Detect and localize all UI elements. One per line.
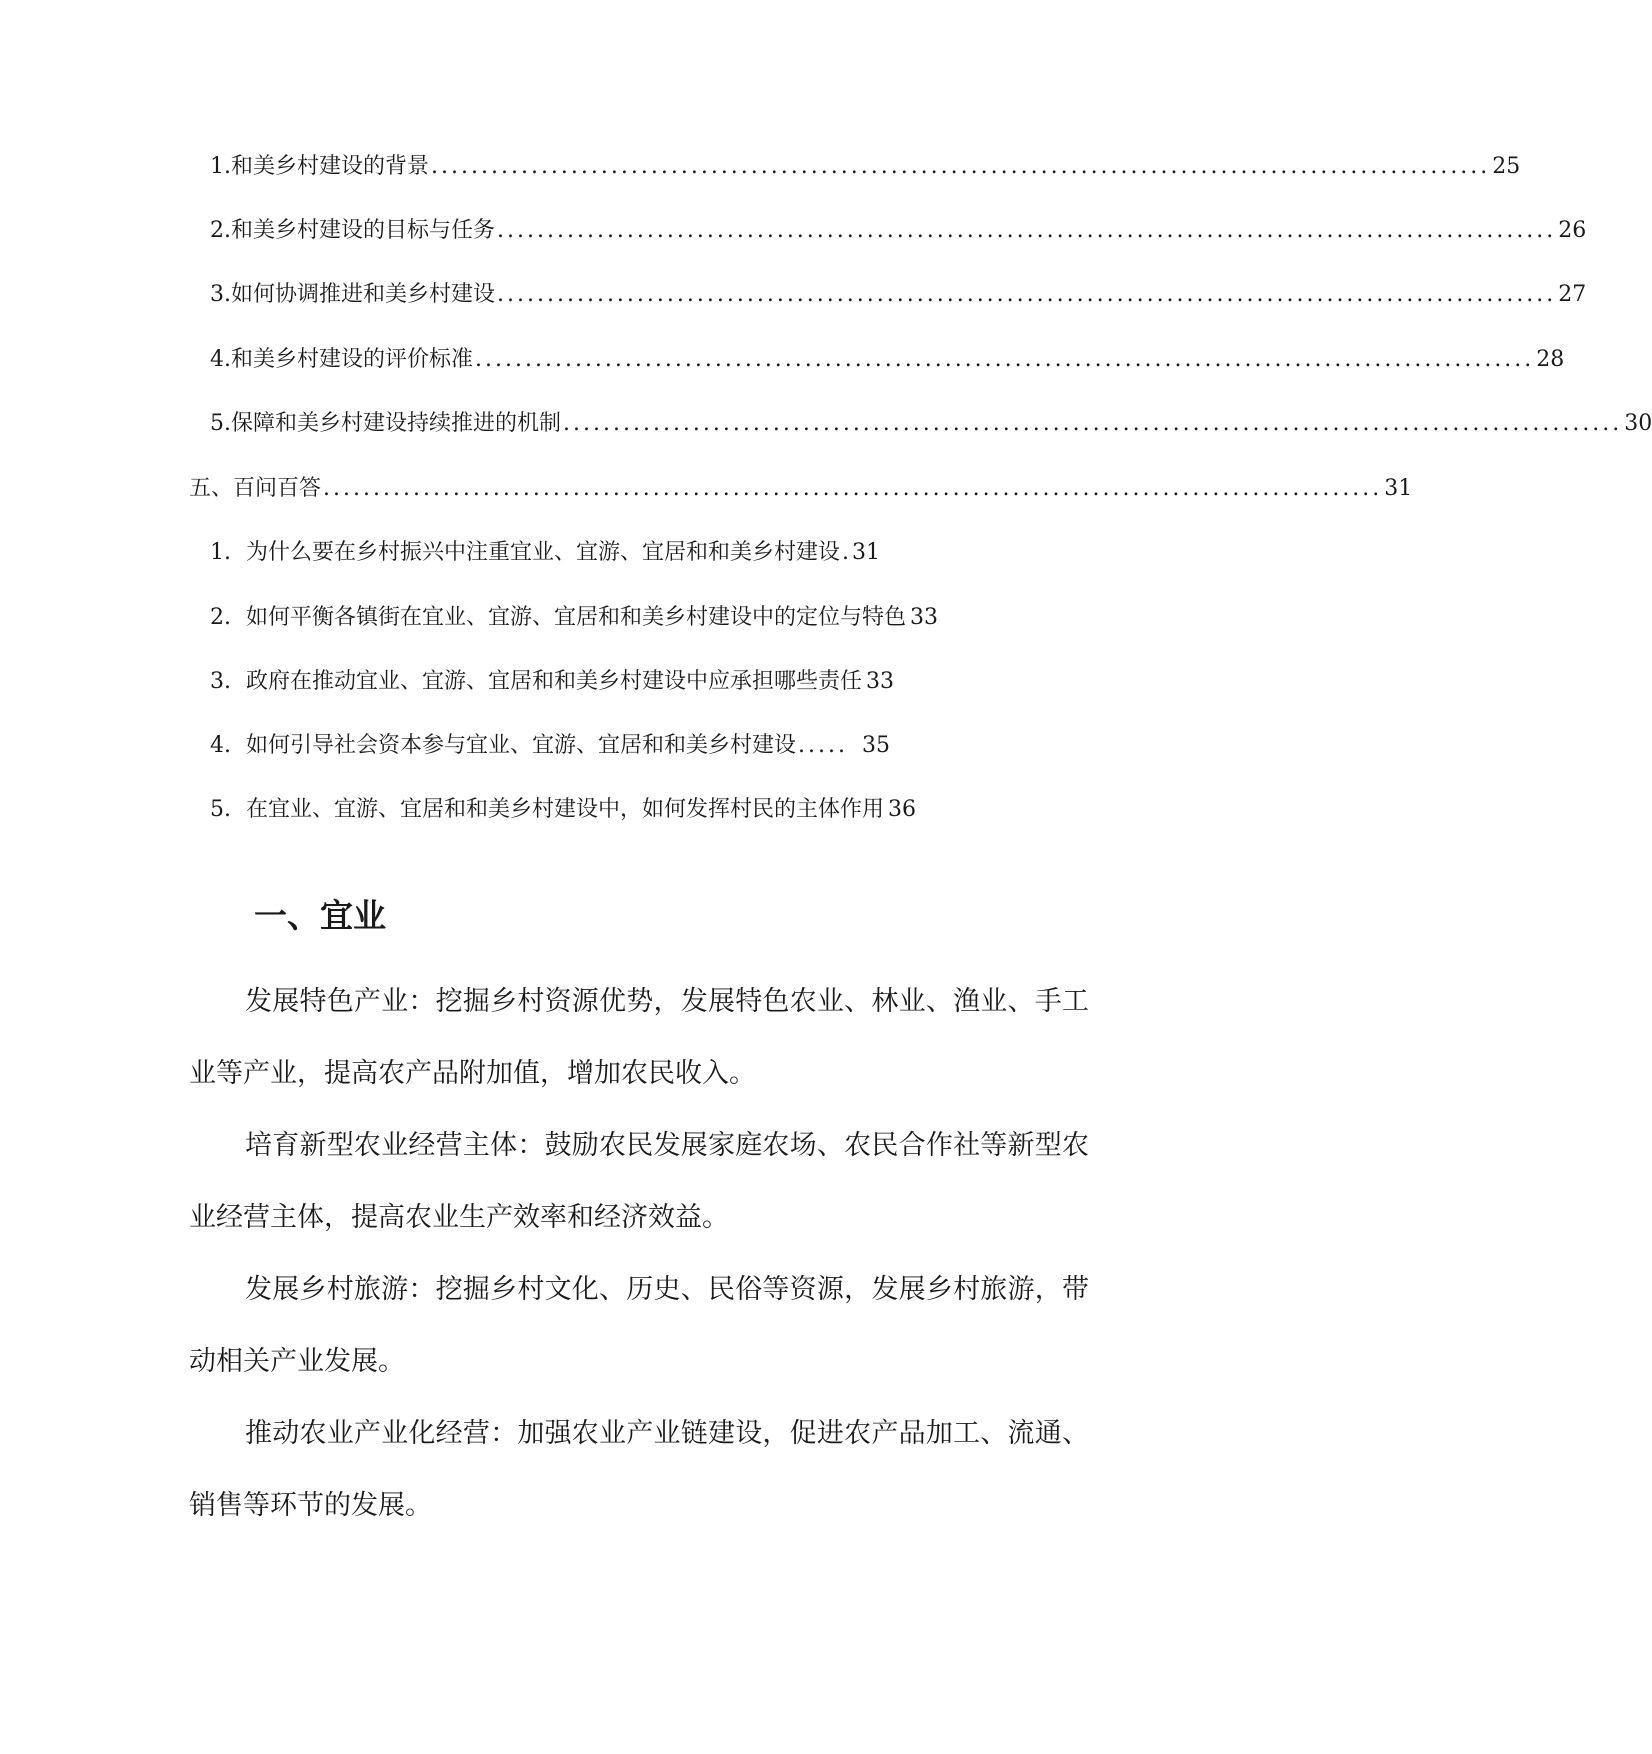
- toc-entry-title: 和美乡村建设的背景: [231, 154, 430, 179]
- toc-entry[interactable]: [210, 667, 940, 697]
- toc-entry-title: 如何平衡各镇街在宜业、宜游、宜居和和美乡村建设中的定位与特色: [246, 605, 907, 630]
- toc-leader-dots: .....: [798, 733, 848, 758]
- toc-entry-page: 26: [1558, 218, 1587, 243]
- toc-leader-dots: ..........................................................................................................: [431, 154, 1491, 179]
- toc-leader-dots: ..........................................................................................................: [475, 347, 1535, 372]
- toc-entry[interactable]: [210, 345, 1565, 375]
- toc-entry-page: 33: [866, 669, 895, 694]
- toc-entry-page: 35: [862, 733, 891, 758]
- toc-entry-page: 30: [1624, 411, 1652, 436]
- body-paragraph: 发展特色产业：挖掘乡村资源优势，发展特色农业、林业、渔业、手工业等产业，提高农产品附加值，增加农民收入。: [189, 986, 1089, 1089]
- toc-entry-page: 31: [852, 540, 881, 565]
- body-paragraph: 推动农业产业化经营：加强农业产业链建设，促进农产品加工、流通、销售等环节的发展。: [189, 1418, 1089, 1521]
- toc-leader-dots: ..........................................................................................................: [497, 282, 1557, 307]
- toc-entry-page: 31: [1384, 476, 1413, 501]
- toc-entry-page: 36: [888, 797, 917, 822]
- toc-entry-page: 33: [910, 605, 939, 630]
- toc-entry-page: 28: [1536, 347, 1565, 372]
- toc-entry-number: 4.: [210, 733, 231, 758]
- toc-entry[interactable]: [210, 280, 1587, 310]
- toc-entry-number: 5.: [210, 797, 231, 822]
- toc-entry-title: 保障和美乡村建设持续推进的机制: [231, 411, 562, 436]
- toc-entry-number: 3.: [210, 669, 231, 694]
- toc-entry-title: 为什么要在乡村振兴中注重宜业、宜游、宜居和和美乡村建设: [246, 540, 841, 565]
- toc-entry[interactable]: [210, 409, 1652, 439]
- toc-entry-title: 五、百问百答: [189, 476, 322, 501]
- toc-leader-dots: ..........................................................................................................: [497, 218, 1557, 243]
- toc-leader-dots: .: [842, 540, 853, 565]
- body-paragraph: 发展乡村旅游：挖掘乡村文化、历史、民俗等资源，发展乡村旅游，带动相关产业发展。: [189, 1274, 1089, 1377]
- toc-entry-number: 1.: [210, 154, 231, 179]
- toc-entry[interactable]: [210, 603, 940, 633]
- toc-chapter-entry[interactable]: [189, 474, 1413, 504]
- toc-entry-number: 4.: [210, 347, 231, 372]
- toc-entry-title: 政府在推动宜业、宜游、宜居和和美乡村建设中应承担哪些责任: [246, 669, 863, 694]
- toc-entry-title: 和美乡村建设的评价标准: [231, 347, 474, 372]
- toc-entry[interactable]: [210, 152, 1521, 182]
- toc-leader-dots: ..........................................................................................................: [323, 476, 1383, 501]
- toc-entry-page: 27: [1558, 282, 1587, 307]
- toc-entry-number: 1.: [210, 540, 231, 565]
- toc-entry-number: 3.: [210, 282, 231, 307]
- toc-entry[interactable]: [210, 795, 940, 825]
- toc-entry-page: 25: [1492, 154, 1521, 179]
- toc-entry-title: 如何引导社会资本参与宜业、宜游、宜居和和美乡村建设: [246, 733, 797, 758]
- toc-entry-number: 2.: [210, 605, 231, 630]
- toc-entry-title: 和美乡村建设的目标与任务: [231, 218, 496, 243]
- toc-entry[interactable]: [210, 538, 940, 568]
- toc-leader-dots: ..........................................................................................................: [563, 411, 1623, 436]
- toc-entry[interactable]: [210, 731, 940, 761]
- body-paragraph: 培育新型农业经营主体：鼓励农民发展家庭农场、农民合作社等新型农业经营主体，提高农业生产效率和经济效益。: [189, 1130, 1089, 1233]
- toc-entry-number: 2.: [210, 218, 231, 243]
- toc-entry-title: 如何协调推进和美乡村建设: [231, 282, 496, 307]
- toc-entry-title: 在宜业、宜游、宜居和和美乡村建设中，如何发挥村民的主体作用: [246, 797, 885, 822]
- toc-entry-number: 5.: [210, 411, 231, 436]
- toc-entry[interactable]: [210, 216, 1587, 246]
- section-heading: 一、宜业: [254, 896, 386, 935]
